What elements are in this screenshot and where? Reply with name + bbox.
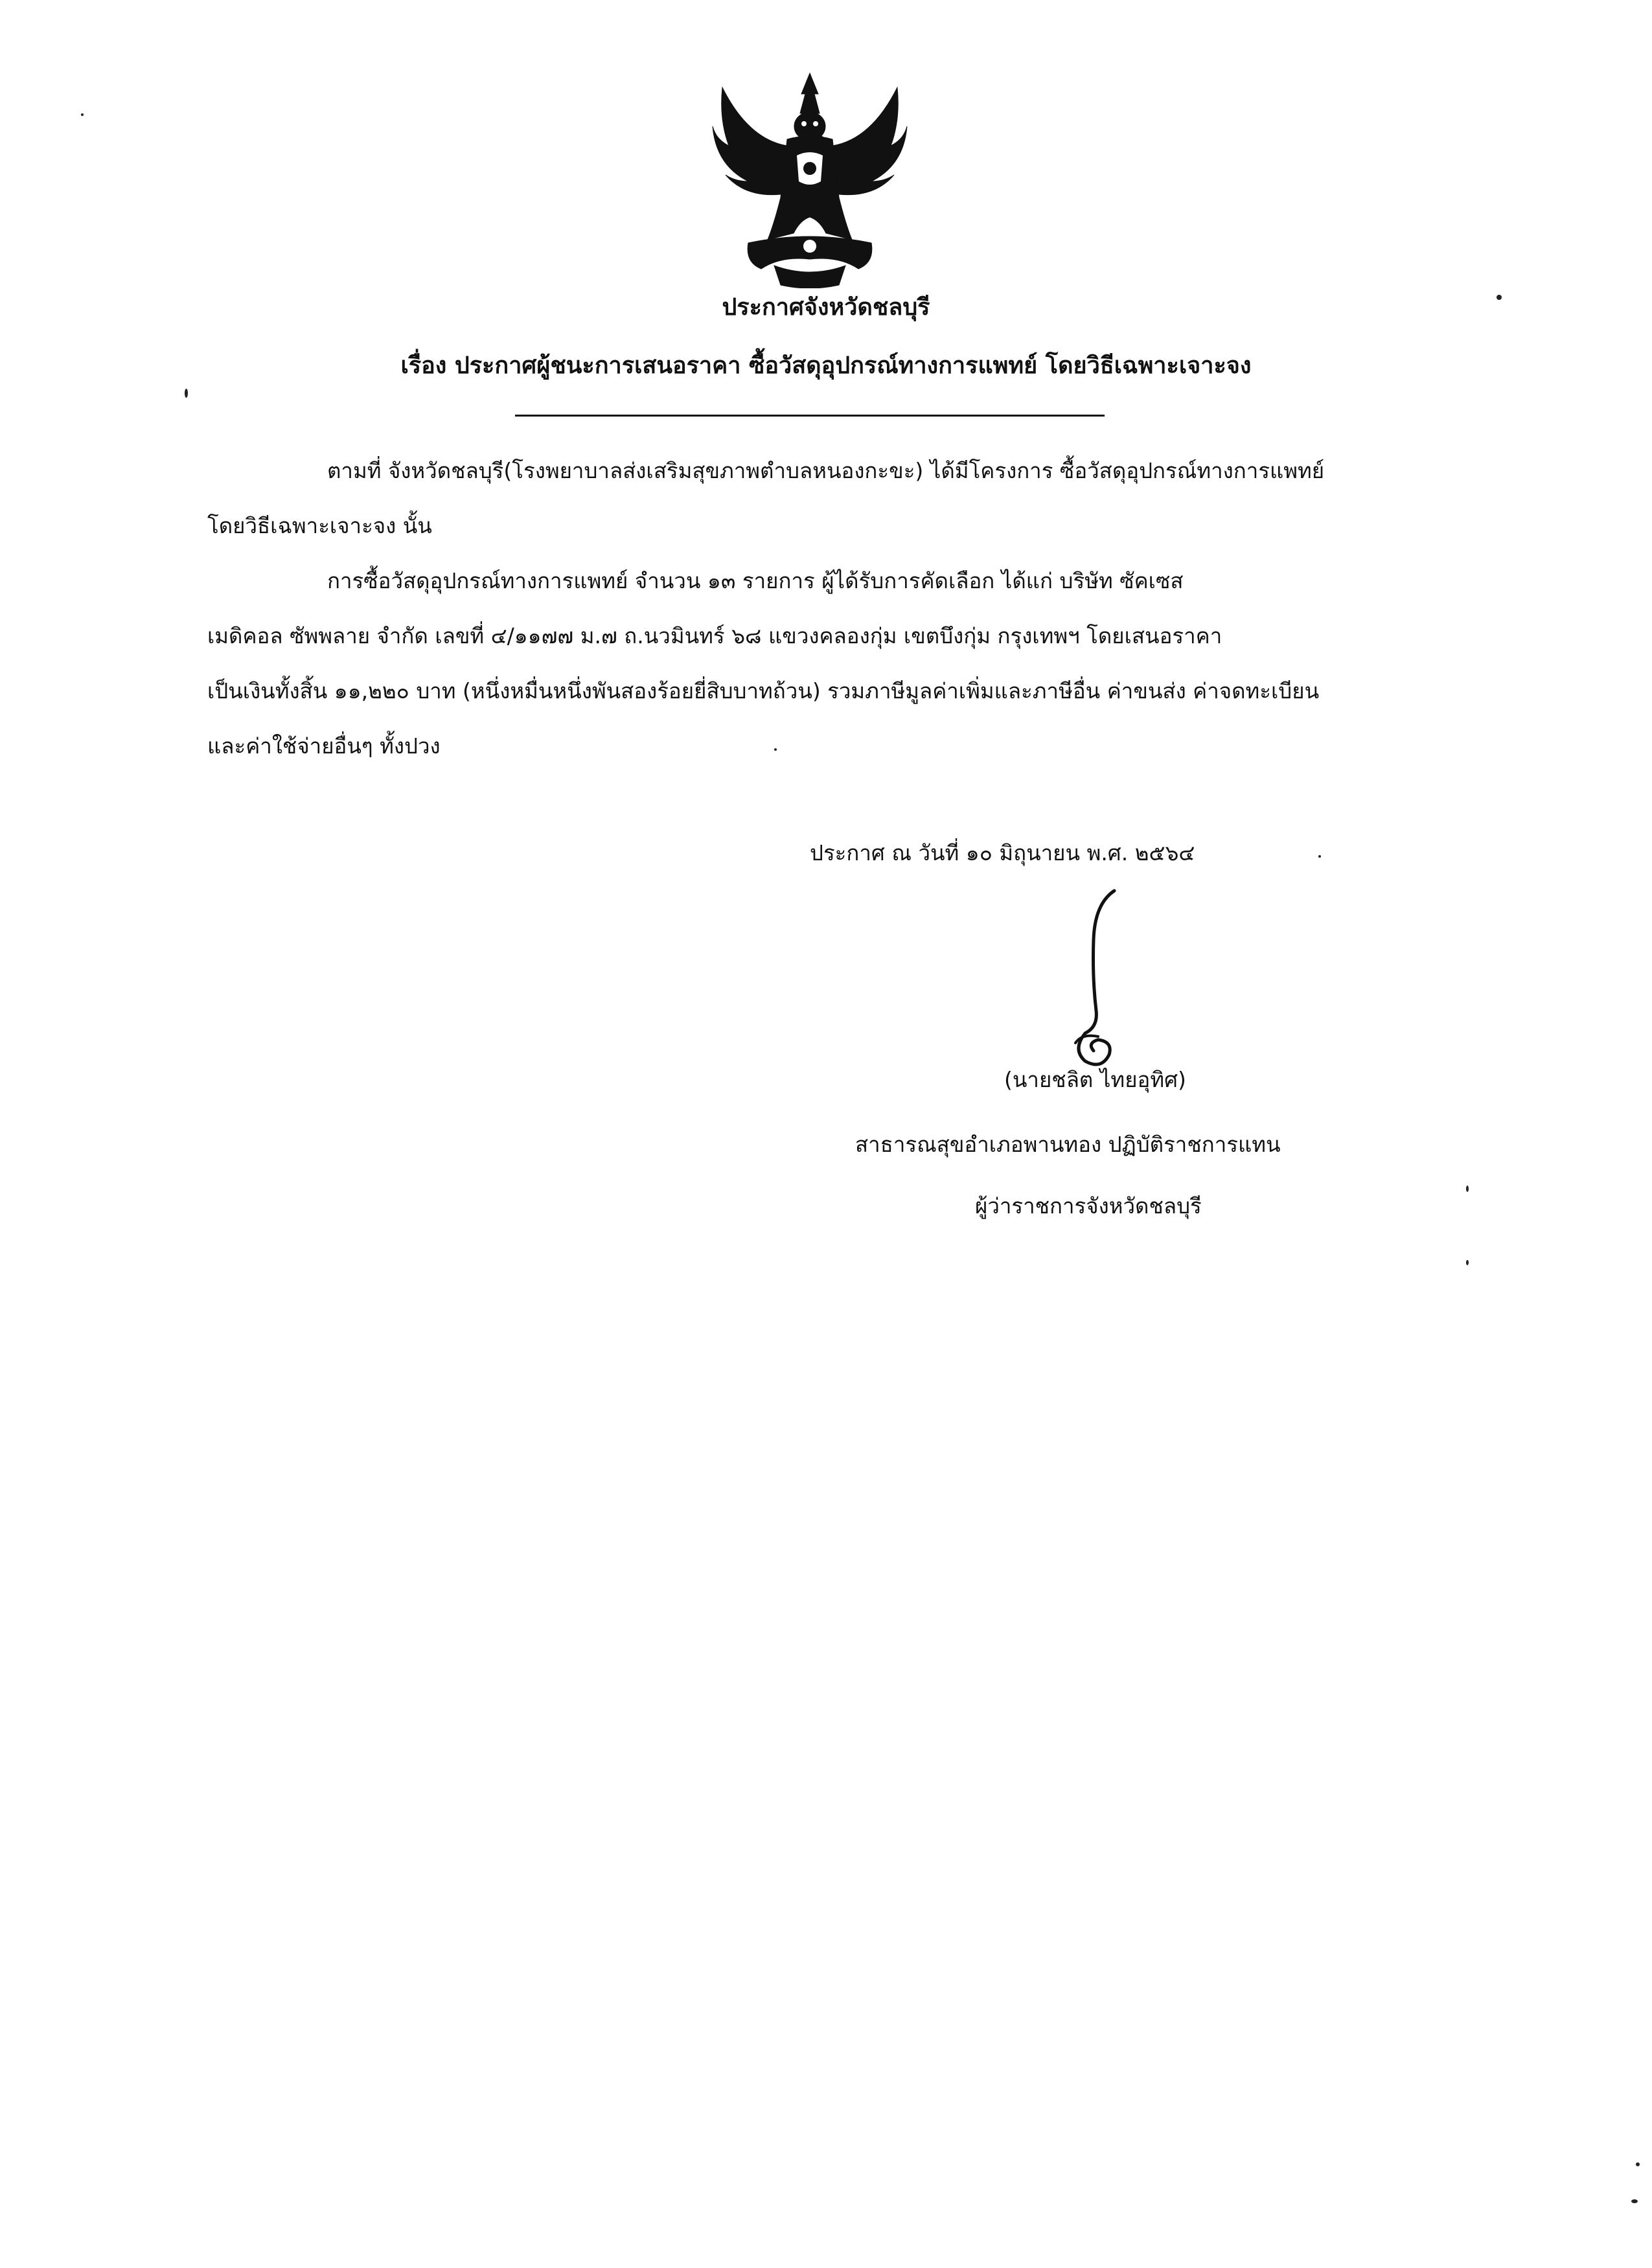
- document-title: ประกาศจังหวัดชลบุรี: [722, 294, 930, 321]
- scan-speck: [1466, 1260, 1469, 1265]
- paragraph-2-line-3: เป็นเงินทั้งสิ้น ๑๑,๒๒๐ บาท (หนึ่งหมื่นหนึ่งพันสองร้อยยี่สิบบาทถ้วน) รวมภาษีมูลค่าเพิ่มและภาษีอื่น ค่าขนส่ง ค่าจดทะเบียน: [207, 678, 1320, 704]
- scan-speck: [1497, 295, 1502, 300]
- scan-speck: [1631, 2199, 1638, 2203]
- paragraph-1-line-1: ตามที่ จังหวัดชลบุรี(โรงพยาบาลส่งเสริมสุขภาพตำบลหนองกะขะ) ได้มีโครงการ ซื้อวัสดุอุปกรณ์ทางการแพทย์: [327, 458, 1325, 483]
- scan-speck: [1636, 2162, 1640, 2166]
- scan-speck: [1318, 855, 1321, 858]
- signatory-position-line-1: สาธารณสุขอำเภอพานทอง ปฏิบัติราชการแทน: [855, 1132, 1281, 1157]
- signatory-name: (นายชลิต ไทยอุทิศ): [1004, 1067, 1186, 1092]
- paragraph-1-line-2: โดยวิธีเฉพาะเจาะจง นั้น: [207, 513, 432, 538]
- scan-speck: [1466, 1186, 1469, 1192]
- garuda-emblem: [709, 68, 910, 288]
- title-divider: [515, 415, 1105, 417]
- document-subject: เรื่อง ประกาศผู้ชนะการเสนอราคา ซื้อวัสดุอุปกรณ์ทางการแพทย์ โดยวิธีเฉพาะเจาะจง: [400, 352, 1252, 379]
- scan-speck: [81, 113, 84, 116]
- scan-speck: [774, 748, 777, 751]
- announcement-date: ประกาศ ณ วันที่ ๑๐ มิถุนายน พ.ศ. ๒๕๖๔: [810, 840, 1195, 865]
- paragraph-2-line-4: และค่าใช้จ่ายอื่นๆ ทั้งปวง: [207, 733, 441, 759]
- signatory-position-line-2: ผู้ว่าราชการจังหวัดชลบุรี: [975, 1193, 1202, 1219]
- paragraph-2-line-1: การซื้อวัสดุอุปกรณ์ทางการแพทย์ จำนวน ๑๓ รายการ ผู้ได้รับการคัดเลือก ได้แก่ บริษัท ซัคเซส: [327, 568, 1184, 593]
- paragraph-2-line-2: เมดิคอล ซัพพลาย จำกัด เลขที่ ๔/๑๑๗๗ ม.๗ ถ.นวมินทร์ ๖๘ แขวงคลองกุ่ม เขตบึงกุ่ม กรุงเทพฯ โดยเสนอราคา: [207, 623, 1222, 648]
- scan-speck: [185, 389, 188, 398]
- handwritten-signature: [1037, 888, 1160, 1069]
